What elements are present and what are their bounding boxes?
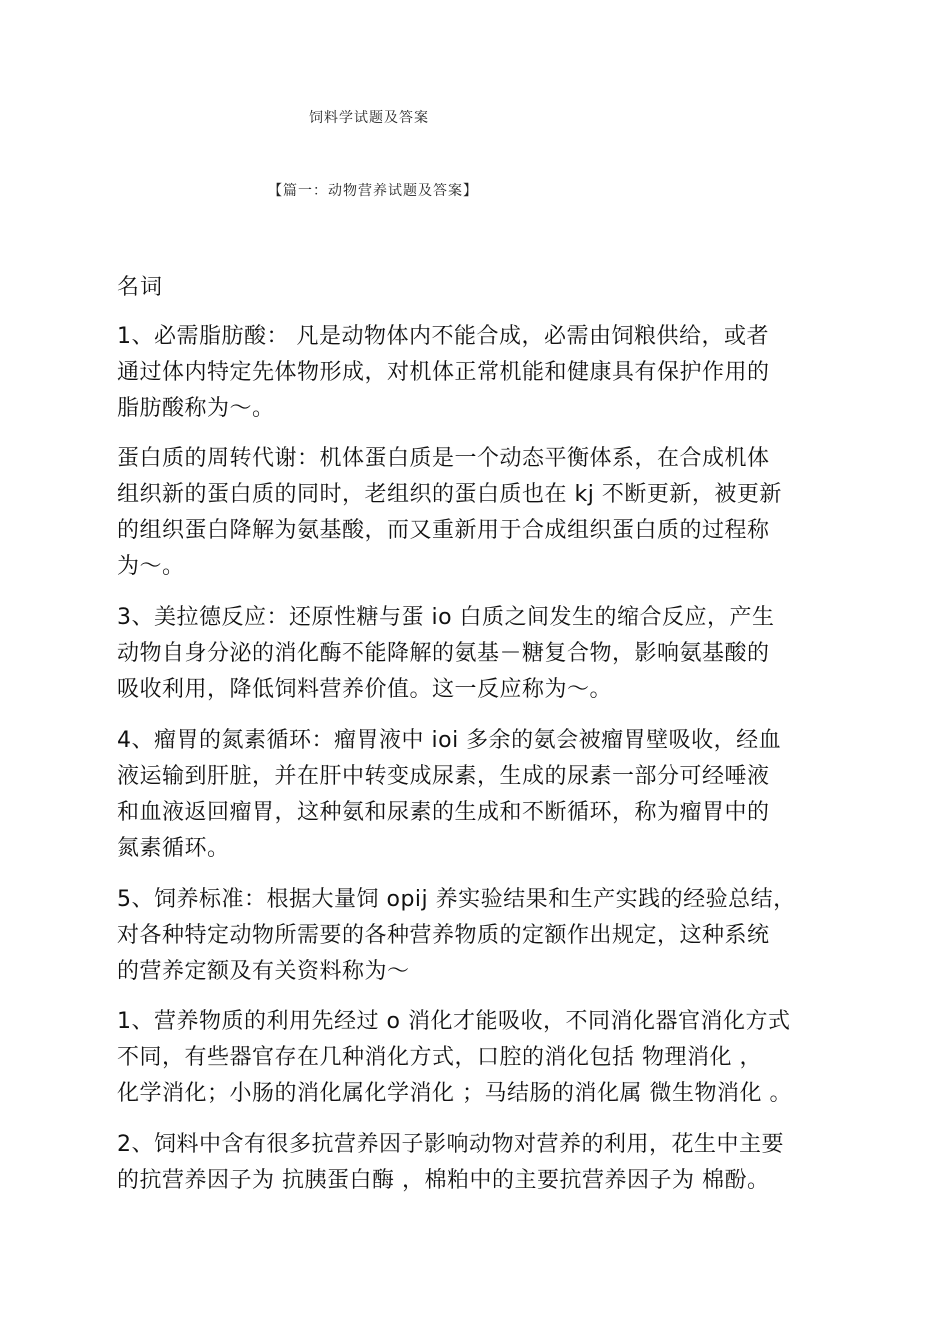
paragraph-line: 2、饲料中含有很多抗营养因子影响动物对营养的利用，花生中主要 — [117, 1132, 784, 1157]
paragraph-line: 脂肪酸称为～。 — [117, 396, 275, 421]
paragraph-rumen-nitrogen-cycle — [117, 723, 847, 867]
paragraph-line: 5、饲养标准：根据大量饲 opij 养实验结果和生产实践的经验总结， — [117, 887, 796, 912]
paragraph-line: 4、瘤胃的氮素循环：瘤胃液中 ioi 多余的氨会被瘤胃壁吸收，经血 — [117, 728, 782, 753]
paragraph-protein-turnover — [117, 441, 847, 585]
paragraph-line: 的营养定额及有关资料称为～ — [117, 959, 410, 984]
paragraph-line: 吸收利用，降低饲料营养价值。这一反应称为～。 — [117, 677, 613, 702]
paragraph-line: 为～。 — [117, 554, 185, 579]
section-heading: 名词 — [117, 275, 164, 300]
paragraph-essential-fatty-acid — [117, 319, 847, 427]
paragraph-line: 1、必需脂肪酸： 凡是动物体内不能合成，必需由饲粮供给，或者 — [117, 324, 769, 349]
paragraph-line: 1、营养物质的利用先经过 o 消化才能吸收，不同消化器官消化方式 — [117, 1009, 791, 1034]
paragraph-line: 的抗营养因子为 抗胰蛋白酶 ，棉粕中的主要抗营养因子为 棉酚。 — [117, 1168, 770, 1193]
paragraph-maillard-reaction — [117, 600, 847, 708]
paragraph-line: 动物自身分泌的消化酶不能降解的氨基－糖复合物，影响氨基酸的 — [117, 641, 770, 666]
document-title: 饲料学试题及答案 — [309, 110, 429, 126]
paragraph-line: 组织新的蛋白质的同时，老组织的蛋白质也在 kj 不断更新，被更新 — [117, 482, 782, 507]
paragraph-line: 不同，有些器官存在几种消化方式，口腔的消化包括 物理消化 ， — [117, 1045, 762, 1070]
paragraph-line: 的组织蛋白降解为氨基酸，而又重新用于合成组织蛋白质的过程称 — [117, 518, 770, 543]
paragraph-line: 通过体内特定先体物形成，对机体正常机能和健康具有保护作用的 — [117, 360, 770, 385]
paragraph-line: 蛋白质的周转代谢：机体蛋白质是一个动态平衡体系，在合成机体 — [117, 446, 770, 471]
paragraph-line: 化学消化；小肠的消化属化学消化 ；马结肠的消化属 微生物消化 。 — [117, 1081, 792, 1106]
paragraph-line: 对各种特定动物所需要的各种营养物质的定额作出规定，这种系统 — [117, 923, 770, 948]
paragraph-antinutritional-factors — [117, 1127, 847, 1199]
paragraph-digestion-question — [117, 1004, 847, 1112]
paragraph-line: 液运输到肝脏，并在肝中转变成尿素，生成的尿素一部分可经唾液 — [117, 764, 770, 789]
paragraph-line: 氮素循环。 — [117, 836, 230, 861]
paragraph-line: 和血液返回瘤胃，这种氨和尿素的生成和不断循环，称为瘤胃中的 — [117, 800, 770, 825]
paragraph-feeding-standard — [117, 882, 847, 990]
document-subtitle: 【篇一：动物营养试题及答案】 — [268, 183, 478, 199]
paragraph-line: 3、美拉德反应：还原性糖与蛋 io 白质之间发生的缩合反应，产生 — [117, 605, 775, 630]
